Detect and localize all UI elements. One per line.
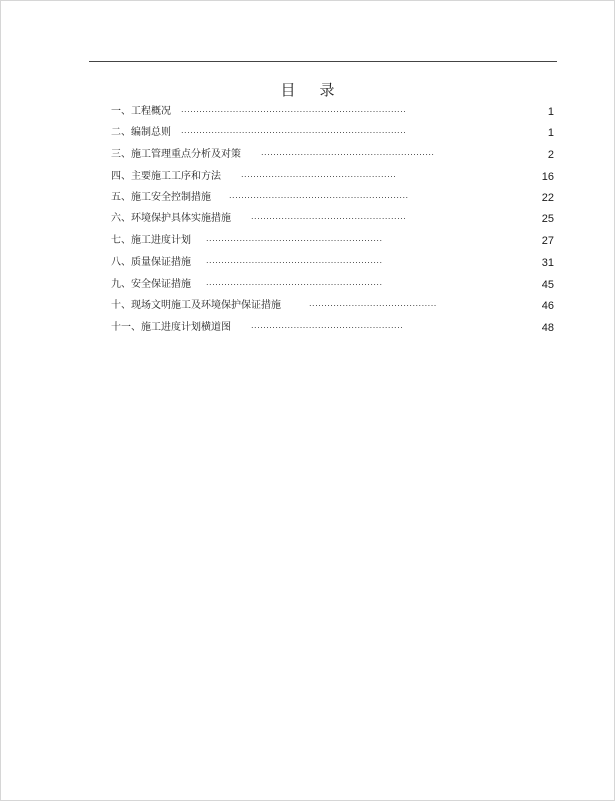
toc-leader-dots: .......................................................... bbox=[206, 256, 383, 265]
toc-leader-dots: .......................................................... bbox=[206, 278, 383, 287]
toc-title-char-2: 录 bbox=[319, 81, 335, 99]
toc-entry-label: 九、安全保证措施 bbox=[111, 279, 191, 290]
toc-entry bbox=[1, 169, 614, 185]
toc-leader-dots: ........................................................... bbox=[229, 191, 409, 200]
toc-page-number: 48 bbox=[541, 322, 554, 334]
toc-entry-label: 二、编制总则 bbox=[111, 127, 171, 138]
toc-entry bbox=[1, 125, 614, 141]
toc-page-number: 45 bbox=[541, 279, 554, 291]
toc-entry-label: 六、环境保护具体实施措施 bbox=[111, 213, 231, 224]
toc-leader-dots: ......................................................... bbox=[261, 148, 435, 157]
toc-entry-label: 三、施工管理重点分析及对策 bbox=[111, 149, 241, 160]
toc-leader-dots: .................................................. bbox=[251, 321, 404, 330]
toc-leader-dots: ................................................... bbox=[241, 170, 397, 179]
toc-leader-dots: .......................................................................... bbox=[181, 105, 407, 114]
toc-entry bbox=[1, 255, 614, 271]
toc-page-number: 22 bbox=[541, 192, 554, 204]
toc-entry-label: 十一、施工进度计划横道图 bbox=[111, 322, 231, 333]
toc-page-number: 46 bbox=[541, 300, 554, 312]
toc-entry-label: 四、主要施工工序和方法 bbox=[111, 171, 221, 182]
toc-page-number: 25 bbox=[541, 213, 554, 225]
toc-entry-label: 七、施工进度计划 bbox=[111, 235, 191, 246]
toc-entry bbox=[1, 104, 614, 120]
toc-leader-dots: .......................................................... bbox=[206, 234, 383, 243]
toc-list bbox=[1, 1, 614, 800]
toc-entry bbox=[1, 233, 614, 249]
toc-page-number: 27 bbox=[541, 235, 554, 247]
toc-entry bbox=[1, 298, 614, 314]
toc-entry-label: 八、质量保证措施 bbox=[111, 257, 191, 268]
toc-leader-dots: .......................................................................... bbox=[181, 126, 407, 135]
toc-entry bbox=[1, 277, 614, 293]
toc-entry bbox=[1, 190, 614, 206]
toc-entry bbox=[1, 147, 614, 163]
toc-title-char-1: 目 bbox=[280, 81, 296, 99]
toc-entry-label: 十、现场文明施工及环境保护保证措施 bbox=[111, 300, 281, 311]
toc-page-number: 1 bbox=[547, 127, 554, 139]
toc-leader-dots: .......................................... bbox=[309, 299, 437, 308]
toc-entry-label: 一、工程概况 bbox=[111, 106, 171, 117]
toc-entry bbox=[1, 320, 614, 336]
toc-page-number: 1 bbox=[547, 106, 554, 118]
toc-leader-dots: ................................................... bbox=[251, 212, 407, 221]
toc-page-number: 2 bbox=[547, 149, 554, 161]
toc-entry-label: 五、施工安全控制措施 bbox=[111, 192, 211, 203]
toc-page-number: 16 bbox=[541, 171, 554, 183]
toc-page-number: 31 bbox=[541, 257, 554, 269]
toc-entry bbox=[1, 211, 614, 227]
